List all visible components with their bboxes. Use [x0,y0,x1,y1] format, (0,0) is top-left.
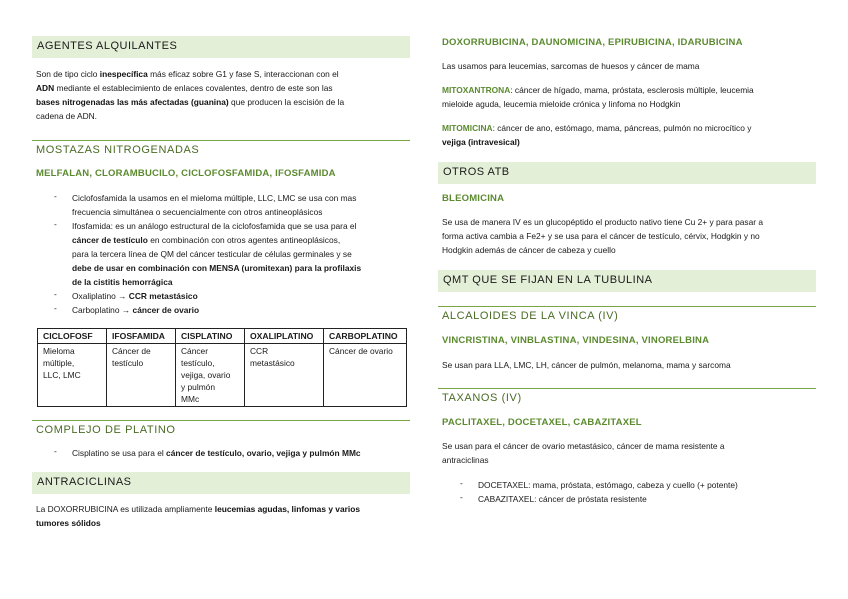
bullet-ifosfamida: Ifosfamida: es un análogo estructural de la ciclofosfamida que se usa para el cáncer de testículo en combinación con otros agentes antineoplásicos, para la tercera línea de QM del cáncer testicular de células germinales y se debe de usar en combinación con MENSA (uromitexan) para la profilaxis de la cistitis hemorrágica [72,221,362,287]
heading-complejo-de-platino: COMPLEJO DE PLATINO [32,420,410,438]
table-header-cell: CISPLATINO [176,329,245,344]
table-header-cell: OXALIPLATINO [245,329,324,344]
heading-agentes-alquilantes: AGENTES ALQUILANTES [32,36,410,58]
heading-alcaloides-vinca: ALCALOIDES DE LA VINCA (IV) [438,306,816,324]
bullet-ciclofosfamida: Ciclofosfamida la usamos en el mieloma múltiple, LLC, LMC se usa con mas frecuencia simultánea o secuencialmente con otros antineoplásicos [72,193,357,217]
bullet-dash: - [460,492,463,502]
bullet-cabazitaxel: CABAZITAXEL: cáncer de próstata resistente [478,494,647,504]
taxanos-paragraph: Se usan para el cáncer de ovario metastásico, cáncer de mama resistente a antraciclinas [442,441,725,465]
heading-mostazas-nitrogenadas: MOSTAZAS NITROGENADAS [32,140,410,158]
alquilantes-paragraph: Son de tipo ciclo inespecífica más eficaz sobre G1 y fase S, interaccionan con el ADN mediante el establecimiento de enlaces covalentes, dentro de este son las bases nitrogenadas las más afectadas (guanina) que producen la escisión de la cadena de ADN. [36,69,345,121]
heading-antraciclinas: ANTRACICLINAS [32,472,410,494]
table-row [38,344,407,407]
bullet-dash: - [54,303,57,313]
subheading-taxanos-drugs: PACLITAXEL, DOCETAXEL, CABAZITAXEL [442,417,642,428]
mitomicina-paragraph: MITOMICINA: cáncer de ano, estómago, mama, páncreas, pulmón no microcítico y vejiga (intravesical) [442,123,752,147]
bullet-dash: - [54,191,57,201]
heading-otros-atb: OTROS ATB [438,162,816,184]
subheading-mostazas-drugs: MELFALAN, CLORAMBUCILO, CICLOFOSFAMIDA, IFOSFAMIDA [36,168,336,179]
bullet-dash: - [460,478,463,488]
subheading-doxorrubicina-group: DOXORRUBICINA, DAUNOMICINA, EPIRUBICINA, IDARUBICINA [442,37,743,48]
heading-qmt-tubulina: QMT QUE SE FIJAN EN LA TUBULINA [438,270,816,292]
subheading-bleomicina: BLEOMICINA [442,193,505,204]
subheading-vinca-drugs: VINCRISTINA, VINBLASTINA, VINDESINA, VINORELBINA [442,335,710,346]
table-cell: Mieloma múltiple, LLC, LMC [38,344,107,407]
bullet-dash: - [54,289,57,299]
table-header-row [38,329,407,344]
table-cell: CCR metastásico [245,344,324,407]
antraciclinas-paragraph: La DOXORRUBICINA es utilizada ampliamente leucemias agudas, linfomas y varios tumores sólidos [36,504,360,528]
table-cell: Cáncer de testículo [107,344,176,407]
bullet-cisplatino: Cisplatino se usa para el cáncer de testículo, ovario, vejiga y pulmón MMc [72,448,361,458]
bullet-dash: - [54,446,57,456]
table-cell: Cáncer testículo, vejiga, ovario y pulmón MMc [176,344,245,407]
drug-indication-table [37,328,407,407]
heading-taxanos: TAXANOS (IV) [438,388,816,406]
mitoxantrona-paragraph: MITOXANTRONA: cáncer de hígado, mama, próstata, esclerosis múltiple, leucemia mieloide aguda, leucemia mieloide crónica y linfoma no Hodgkin [442,85,754,109]
bleomicina-paragraph: Se usa de manera IV es un glucopéptido el producto nativo tiene Cu 2+ y para pasar a forma activa cambia a Fe2+ y se usa para el cáncer de testículo, cérvix, Hodgkin y no Hodgkin además de cáncer de cabeza y cuello [442,217,764,255]
table-cell: Cáncer de ovario [324,344,407,407]
table-header-cell: IFOSFAMIDA [107,329,176,344]
vinca-paragraph: Se usan para LLA, LMC, LH, cáncer de pulmón, melanoma, mama y sarcoma [442,360,731,370]
table-header-cell: CARBOPLATINO [324,329,407,344]
bullet-docetaxel: DOCETAXEL: mama, próstata, estómago, cabeza y cuello (+ potente) [478,480,738,490]
bullet-carboplatino: Carboplatino → cáncer de ovario [72,305,200,315]
doxo-paragraph: Las usamos para leucemias, sarcomas de huesos y cáncer de mama [442,61,700,71]
bullet-dash: - [54,219,57,229]
table-header-cell: CICLOFOSF [38,329,107,344]
bullet-oxaliplatino: Oxaliplatino → CCR metastásico [72,291,198,301]
